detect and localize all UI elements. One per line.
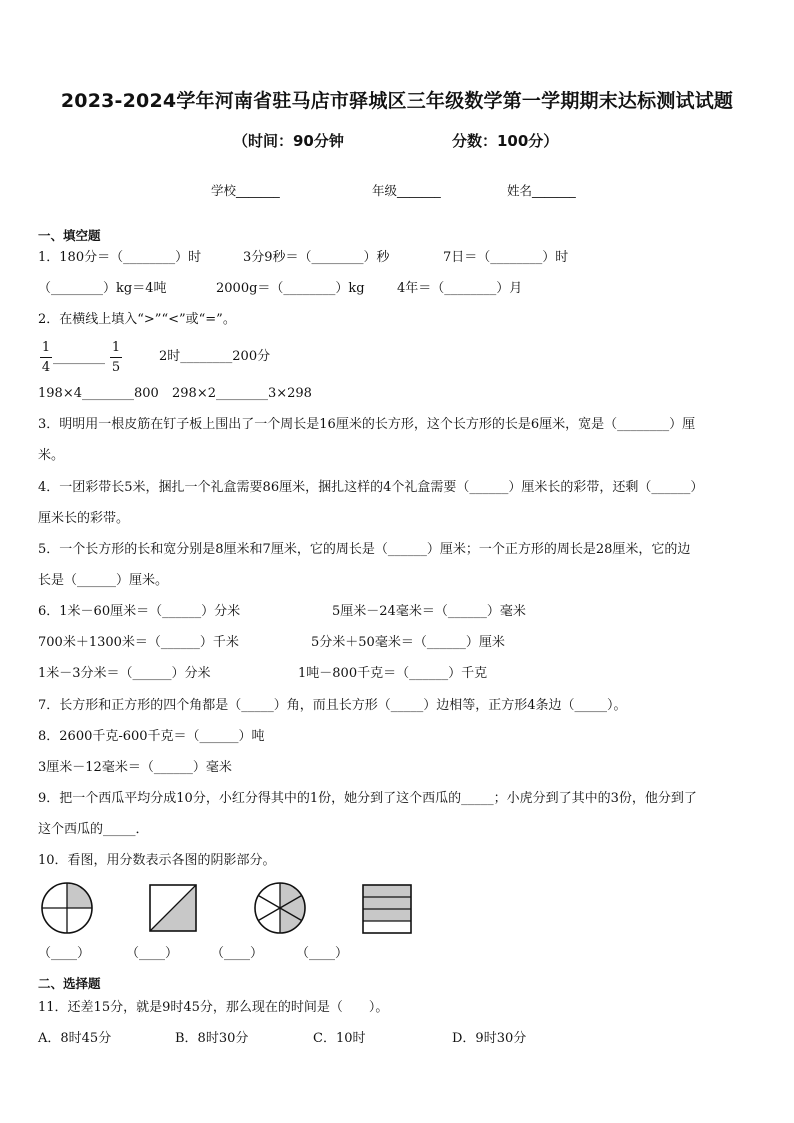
q2-fraction-a-numerator: 1 — [40, 340, 52, 358]
exam-time: （时间：90分钟 — [233, 132, 344, 150]
q11-option-a[interactable]: A．8时45分 — [38, 1031, 112, 1046]
q5-line-2[interactable]: 长是（______）厘米。 — [38, 573, 169, 588]
q2-fraction-blank[interactable]: ________ — [53, 350, 105, 365]
q10-answer-3[interactable]: （____） — [211, 946, 264, 961]
q1-item-3[interactable]: 7日＝（________）时 — [443, 250, 569, 265]
q4-line-2: 厘米长的彩带。 — [38, 511, 130, 526]
q11-stem: 11．还差15分，就是9时45分，那么现在的时间是（ ）。 — [38, 1000, 389, 1015]
q2-time-compare[interactable]: 2时________200分 — [159, 349, 271, 364]
q2-compare-1[interactable]: 198×4________800 — [38, 386, 159, 401]
grade-field[interactable]: 年级_______ — [372, 183, 441, 198]
q9-line-1[interactable]: 9．把一个西瓜平均分成10分，小红分得其中的1份，她分到了这个西瓜的_____；小虎分到了其中的3份，他分到了 — [38, 791, 697, 806]
q1-item-1[interactable]: 1．180分＝（________）时 — [38, 250, 202, 265]
q11-option-d[interactable]: D．9时30分 — [452, 1031, 527, 1046]
q6-item-5[interactable]: 1米－3分米＝（______）分米 — [38, 666, 211, 681]
q10-answer-2[interactable]: （____） — [126, 946, 179, 961]
q5-line-1[interactable]: 5．一个长方形的长和宽分别是8厘米和7厘米，它的周长是（______）厘米；一个正方形的周长是28厘米，它的边 — [38, 542, 691, 557]
q11-option-c[interactable]: C．10时 — [313, 1031, 366, 1046]
q10-answer-1[interactable]: （____） — [38, 946, 91, 961]
q10-figure-circle-quarters — [40, 881, 94, 935]
q8-line-2[interactable]: 3厘米－12毫米＝（______）毫米 — [38, 760, 232, 775]
q1-item-6[interactable]: 4年＝（________）月 — [397, 281, 523, 296]
q9-line-2[interactable]: 这个西瓜的_____． — [38, 822, 149, 837]
name-field[interactable]: 姓名_______ — [507, 183, 576, 198]
q2-fraction-b-denominator: 5 — [111, 360, 121, 375]
q6-item-6[interactable]: 1吨－800千克＝（______）千克 — [298, 666, 488, 681]
q2-fraction-b-numerator: 1 — [110, 340, 122, 358]
q10-instruction: 10．看图，用分数表示各图的阴影部分。 — [38, 853, 276, 868]
q3-line-2: 米。 — [38, 448, 65, 463]
q4-line-1[interactable]: 4．一团彩带长5米，捆扎一个礼盒需要86厘米，捆扎这样的4个礼盒需要（______）厘米长的彩带，还剩（______） — [38, 480, 704, 495]
section-heading-choice: 二、选择题 — [38, 976, 101, 991]
exam-score: 分数：100分） — [452, 132, 559, 150]
q10-shaded-band-3 — [363, 909, 411, 921]
q10-shaded-band-1 — [363, 885, 411, 897]
q10-answer-4[interactable]: （____） — [296, 946, 349, 961]
q10-figure-circle-sixths — [253, 881, 307, 935]
school-field[interactable]: 学校_______ — [211, 183, 280, 198]
q6-item-1[interactable]: 6．1米－60厘米＝（______）分米 — [38, 604, 241, 619]
q2-compare-2[interactable]: 298×2________3×298 — [172, 386, 312, 401]
q3-line-1[interactable]: 3．明明用一根皮筋在钉子板上围出了一个周长是16厘米的长方形，这个长方形的长是6厘米，宽是（________）厘 — [38, 417, 696, 432]
q11-option-b[interactable]: B．8时30分 — [175, 1031, 249, 1046]
q1-item-2[interactable]: 3分9秒＝（________）秒 — [243, 250, 390, 265]
q10-figure-square-diagonal — [148, 883, 198, 933]
q7[interactable]: 7．长方形和正方形的四个角都是（_____）角，而且长方形（_____）边相等，正方形4条边（_____）。 — [38, 698, 627, 713]
q10-figure-rect-bands — [361, 883, 413, 935]
section-heading-fill-blank: 一、填空题 — [38, 228, 101, 243]
page-title: 2023-2024学年河南省驻马店市驿城区三年级数学第一学期期末达标测试试题 — [60, 90, 734, 112]
q6-item-4[interactable]: 5分米＋50毫米＝（______）厘米 — [311, 635, 505, 650]
q1-item-5[interactable]: 2000g＝（________）kg — [216, 281, 365, 296]
q10-shaded-band-2 — [363, 897, 411, 909]
q2-instruction: 2．在横线上填入“>”“<”或“=”。 — [38, 312, 236, 327]
q2-fraction-a-denominator: 4 — [41, 360, 51, 375]
q6-item-2[interactable]: 5厘米－24毫米＝（______）毫米 — [332, 604, 526, 619]
q6-item-3[interactable]: 700米＋1300米＝（______）千米 — [38, 635, 239, 650]
q8-line-1[interactable]: 8．2600千克-600千克＝（______）吨 — [38, 729, 265, 744]
q1-item-4[interactable]: （________）kg＝4吨 — [38, 281, 167, 296]
q2-fraction-b — [110, 340, 122, 375]
q2-fraction-a — [40, 340, 52, 375]
